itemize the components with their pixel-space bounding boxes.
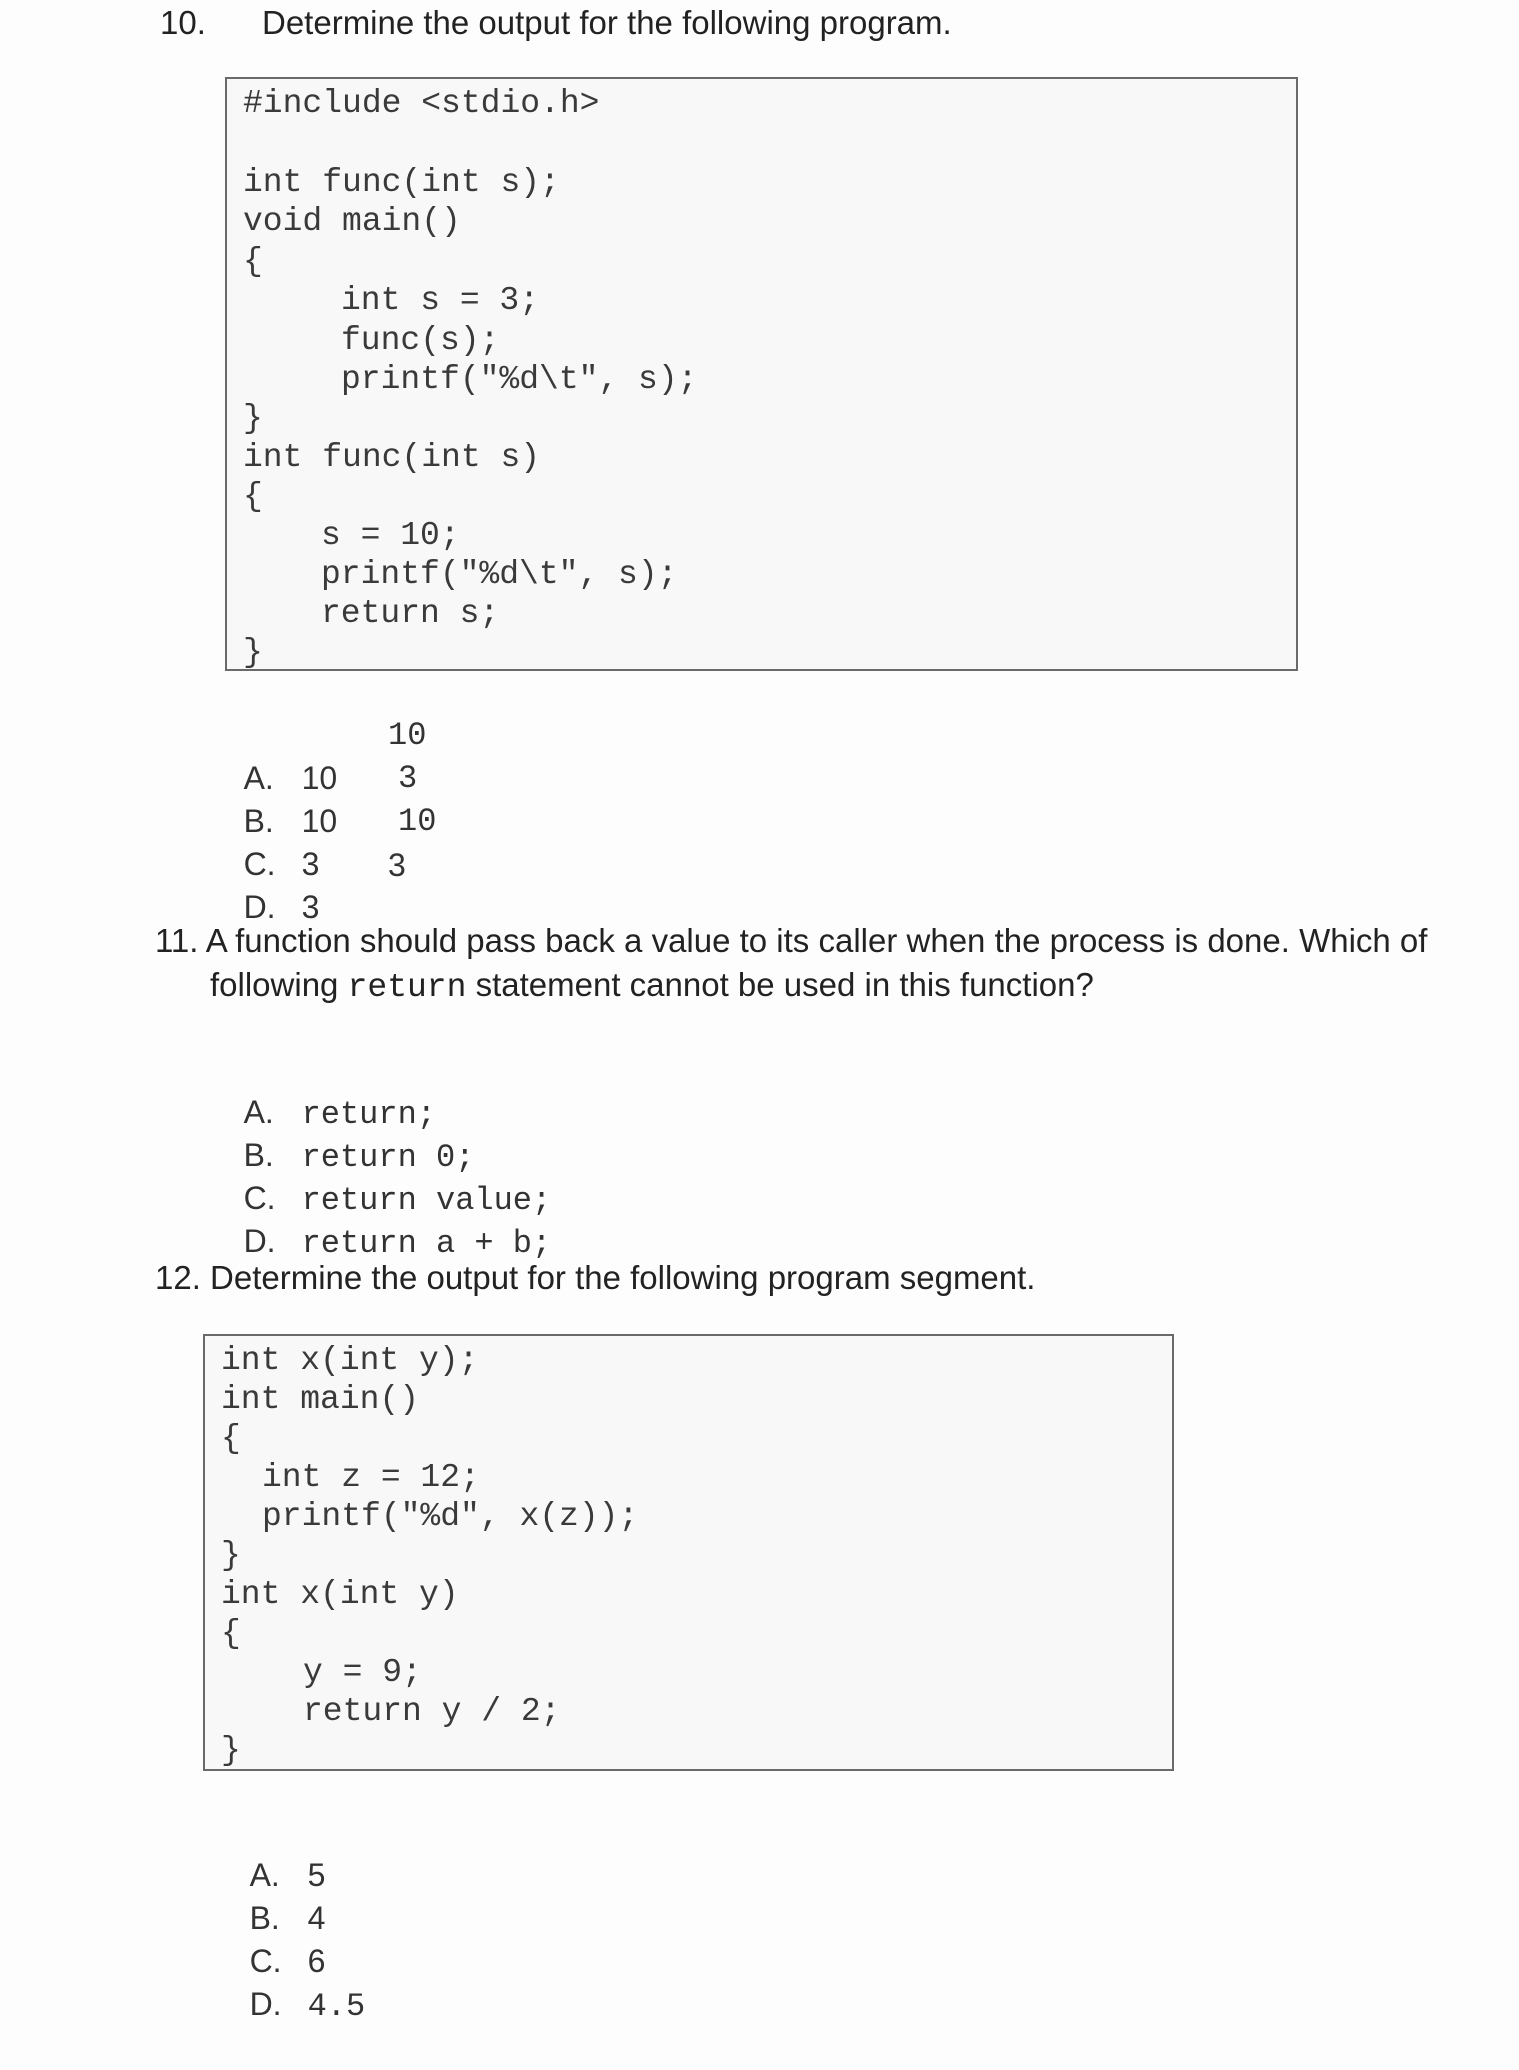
q12-option-c[interactable]: C. 6 [249,1943,326,1979]
code-line: int main() [221,1381,420,1418]
q12-option-b[interactable]: B. 4 [249,1900,326,1936]
code-line: int x(int y); [221,1342,479,1379]
q11-option-a[interactable]: A. return; [243,1094,436,1133]
q10-question-text: Determine the output for the following program. [262,4,952,41]
q11-option-d[interactable]: D. return a + b; [243,1223,552,1262]
code-line: s = 10; [321,517,460,554]
q11-question-line2: following return statement cannot be used in this function? [210,966,1094,1006]
code-line: int z = 12; [262,1459,480,1496]
code-line: void main() [243,203,461,240]
code-line: #include <stdio.h> [243,85,600,122]
q12-code-box [203,1334,1174,1771]
q10-option-a[interactable]: A. 10 10 [243,717,427,796]
code-line: y = 9; [303,1654,422,1691]
code-line: int func(int s); [243,164,560,201]
q10-number: 10. [160,4,206,41]
code-line: return s; [321,595,500,632]
q12-question-text: 12. Determine the output for the following program segment. [155,1259,1036,1296]
code-line: } [221,1537,241,1574]
inline-code-return: return [347,969,467,1006]
code-line: { [221,1615,241,1652]
code-line: { [243,478,263,515]
q12-option-d[interactable]: D. 4.5 [249,1986,366,2025]
code-line: } [243,400,263,437]
q10-heading [160,2,206,44]
q12-option-a[interactable]: A. 5 [249,1857,326,1893]
q10-option-d[interactable]: D. 3 3 [243,847,406,925]
code-line: return y / 2; [303,1693,561,1730]
code-line: printf("%d\t", s); [321,556,678,593]
q11-option-b[interactable]: B. return 0; [243,1137,475,1176]
code-line: int func(int s) [243,439,541,476]
code-line: printf("%d\t", s); [341,361,698,398]
q10-code-box [225,77,1298,671]
code-line: printf("%d", x(z)); [262,1498,639,1535]
q10-option-b[interactable]: B. 10 3 [243,760,418,839]
q11-question-line1: 11. A function should pass back a value to its caller when the process is done. Which of [155,922,1428,959]
code-line: int s = 3; [341,282,540,319]
code-line: } [243,634,263,671]
q10-option-c[interactable]: C. 3 10 [243,803,437,882]
code-line: { [221,1420,241,1457]
q11-option-c[interactable]: C. return value; [243,1180,552,1219]
code-line: func(s); [341,322,500,359]
code-line: { [243,243,263,280]
code-line: } [221,1732,241,1769]
code-line: int x(int y) [221,1576,459,1613]
